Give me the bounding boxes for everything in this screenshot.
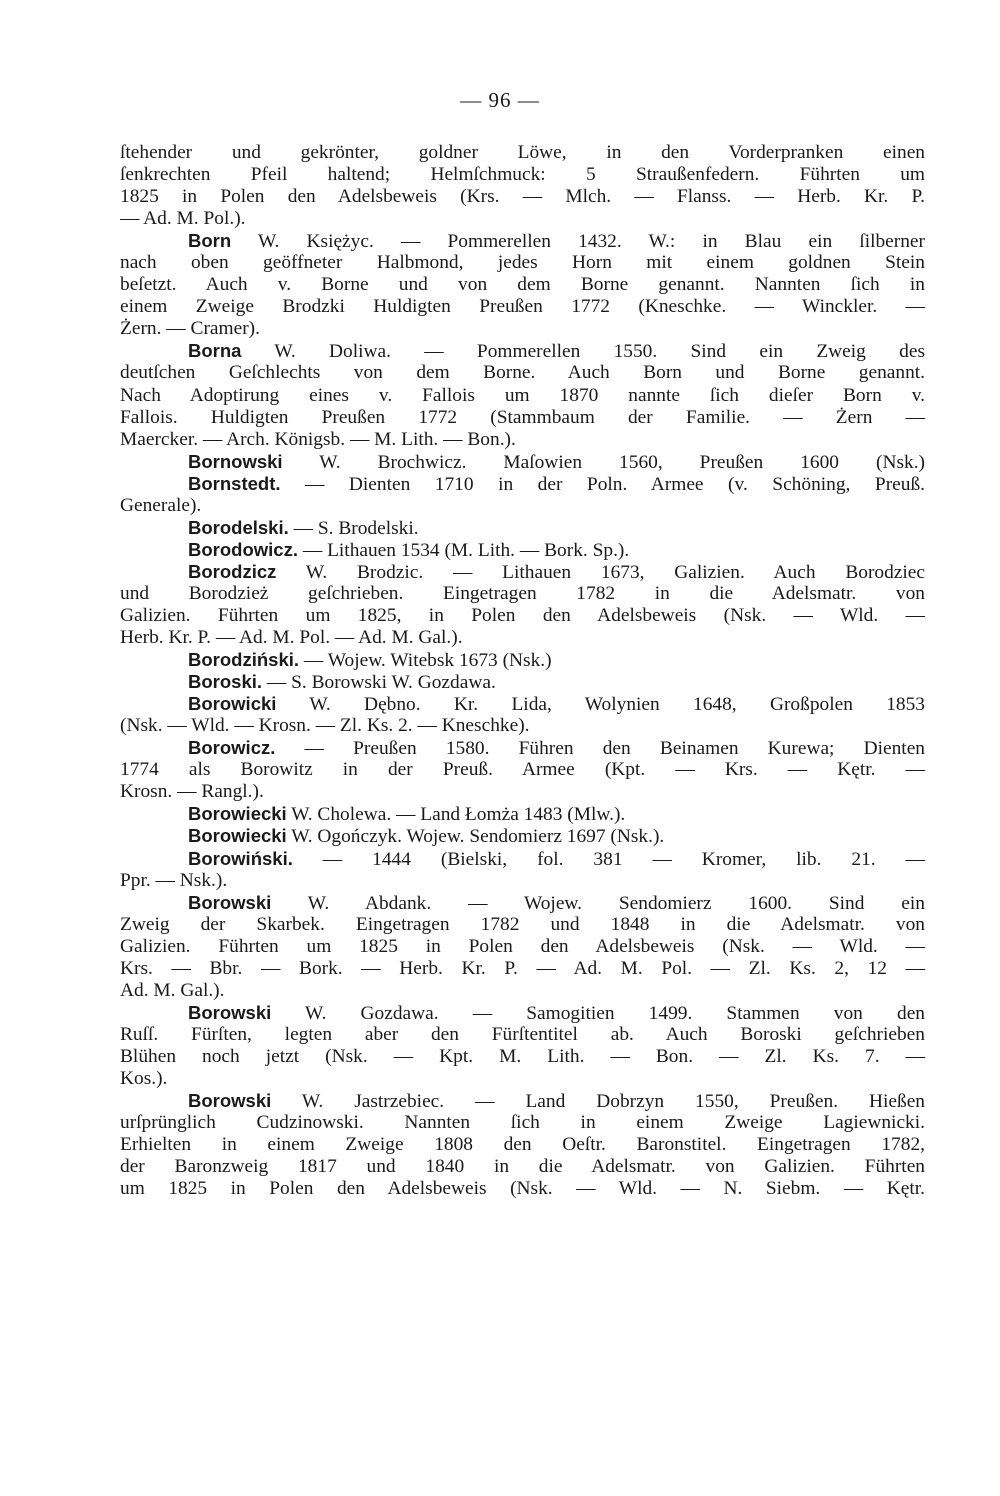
entry-headword: Borodowicz. — [188, 538, 298, 560]
text-line — [120, 473, 925, 495]
line-text: nach oben geöffneter Halbmond, jedes Horn mit einem goldnen Stein — [120, 252, 925, 274]
line-text: Galizien. Führten um 1825, in Polen den Adelsbeweis (Nsk. — Wld. — — [120, 604, 925, 626]
text-line — [120, 1046, 925, 1068]
line-text: Generale). — [120, 494, 202, 516]
line-text: ſenkrechten Pfeil haltend; Helmſchmuck: 5 Straußenfedern. Führten um — [120, 164, 925, 186]
line-text: Ppr. — Nsk.). — [120, 869, 228, 891]
text-line — [120, 759, 925, 781]
text-line — [120, 583, 925, 605]
line-text: — Ad. M. Pol.). — [120, 208, 246, 230]
text-line — [120, 671, 925, 693]
text-line — [120, 318, 925, 340]
entry-headword: Borowicz. — [188, 737, 276, 759]
line-text: (Nsk. — Wld. — Krosn. — Zl. Ks. 2. — Kneschke). — [120, 715, 530, 737]
line-text: Erhielten in einem Zweige 1808 den Oeſtr. Baronstitel. Eingetragen 1782, — [120, 1134, 925, 1156]
text-line — [120, 230, 925, 252]
text-line — [120, 1024, 925, 1046]
line-text: Blühen noch jetzt (Nsk. — Kpt. M. Lith. — Bon. — Zl. Ks. 7. — — [120, 1045, 925, 1067]
text-line — [120, 1156, 925, 1178]
text-line — [120, 737, 925, 759]
entry-headword: Borowiecki — [188, 803, 287, 825]
line-text: Krosn. — Rangl.). — [120, 781, 264, 803]
entry-headword: Borowiecki — [188, 825, 287, 847]
line-text: einem Zweige Brodzki Huldigten Preußen 1772 (Kneschke. — Winckler. — — [120, 296, 925, 318]
text-line — [120, 715, 925, 737]
text-line — [120, 164, 925, 186]
entry-headword: Borowicki — [188, 693, 277, 715]
line-text: Ruſſ. Fürſten, legten aber den Fürſtentitel ab. Auch Boroski geſchrieben — [120, 1023, 925, 1045]
text-line — [120, 781, 925, 803]
line-text: ſtehender und gekrönter, goldner Löwe, in den Vorderpranken einen — [120, 142, 925, 163]
line-text: W. Brochwicz. Maſowien 1560, Preußen 1600 (Nsk.) — [282, 451, 925, 473]
entry-headword: Borodzicz — [188, 560, 277, 582]
line-text: — Lithauen 1534 (M. Lith. — Bork. Sp.). — [297, 539, 630, 561]
line-text: Żern. — Cramer). — [120, 318, 260, 340]
line-text: Zweig der Skarbek. Eingetragen 1782 und 1848 in die Adelsmatr. von — [120, 913, 925, 935]
text-line — [120, 186, 925, 208]
text-line — [120, 252, 925, 274]
entry-headword: Borodziński. — [188, 649, 300, 671]
page-number: — 96 — — [460, 88, 540, 112]
line-text: urſprünglich Cudzinowski. Nannten ſich in einem Zweige Lagiewnicki. — [120, 1112, 925, 1134]
text-line — [120, 892, 925, 914]
text-line — [120, 296, 925, 318]
entry-headword: Borowski — [188, 1090, 272, 1112]
text-line — [120, 936, 925, 958]
entry-headword: Borowiński. — [188, 847, 293, 869]
text-line — [120, 693, 925, 715]
line-text: 1825 in Polen den Adelsbeweis (Krs. — Mlch. — Flanss. — Herb. Kr. P. — [120, 186, 925, 208]
text-line — [120, 825, 925, 847]
line-text: Ad. M. Gal.). — [120, 979, 225, 1001]
text-line — [120, 605, 925, 627]
line-text: W. Ogończyk. Wojew. Sendomierz 1697 (Nsk.). — [286, 826, 665, 848]
line-text: deutſchen Geſchlechts von dem Borne. Auch Born und Borne genannt. — [120, 362, 925, 384]
line-text: — Dienten 1710 in der Poln. Armee (v. Schöning, Preuß. — [280, 473, 925, 495]
body-text — [120, 142, 925, 1200]
line-text: 1774 als Borowitz in der Preuß. Armee (Kpt. — Krs. — Kętr. — — [120, 759, 925, 781]
text-line — [120, 1002, 925, 1024]
line-text: der Baronzweig 1817 und 1840 in die Adelsmatr. von Galizien. Führten — [120, 1156, 925, 1178]
entry-headword: Borowski — [188, 1001, 272, 1023]
text-line — [120, 407, 925, 429]
line-text: Kos.). — [120, 1067, 168, 1089]
text-line — [120, 451, 925, 473]
text-line — [120, 208, 925, 230]
text-line — [120, 340, 925, 362]
line-text: — S. Brodelski. — [288, 517, 419, 539]
entry-headword: Bornowski — [188, 450, 283, 472]
entry-headword: Bornstedt. — [188, 472, 281, 494]
line-text: Nach Adoptirung eines v. Fallois um 1870 nannte ſich dieſer Born v. — [120, 384, 925, 406]
line-text: W. Abdank. — Wojew. Sendomierz 1600. Sind ein — [271, 892, 925, 914]
text-line — [120, 517, 925, 539]
text-line — [120, 1068, 925, 1090]
text-line — [120, 627, 925, 649]
line-text: Herb. Kr. P. — Ad. M. Pol. — Ad. M. Gal.). — [120, 627, 463, 649]
entry-headword: Borowski — [188, 891, 272, 913]
text-line — [120, 803, 925, 825]
text-line — [120, 539, 925, 561]
text-line — [120, 1134, 925, 1156]
text-line — [120, 914, 925, 936]
text-line — [120, 1090, 925, 1112]
text-line — [120, 1178, 925, 1200]
text-line — [120, 274, 925, 296]
text-line — [120, 429, 925, 451]
text-line — [120, 649, 925, 671]
entry-headword: Born — [188, 230, 232, 252]
line-text: W. Jastrzebiec. — Land Dobrzyn 1550, Preußen. Hießen — [271, 1091, 925, 1113]
text-line — [120, 362, 925, 384]
line-text: — Preußen 1580. Führen den Beinamen Kurewa; Dienten — [275, 738, 925, 760]
line-text: um 1825 in Polen den Adelsbeweis (Nsk. — Wld. — N. Siebm. — Kętr. — [120, 1178, 925, 1200]
line-text: W. Gozdawa. — Samogitien 1499. Stammen von den — [271, 1002, 925, 1024]
line-text: — S. Borowski W. Gozdawa. — [262, 672, 496, 694]
entry-headword: Boroski. — [188, 671, 263, 693]
line-text: — 1444 (Bielski, fol. 381 — Kromer, lib. 21. — — [292, 848, 925, 870]
entry-headword: Borna — [188, 340, 242, 362]
line-text: beſetzt. Auch v. Borne und von dem Borne genannt. Nannten ſich in — [120, 274, 925, 296]
line-text: — Wojew. Witebsk 1673 (Nsk.) — [299, 650, 552, 672]
entry-headword: Borodelski. — [188, 516, 289, 538]
text-line — [120, 495, 925, 517]
text-line — [120, 958, 925, 980]
text-line — [120, 561, 925, 583]
text-line — [120, 385, 925, 407]
line-text: Galizien. Führten um 1825 in Polen den Adelsbeweis (Nsk. — Wld. — — [120, 935, 925, 957]
line-text: W. Cholewa. — Land Łomża 1483 (Mlw.). — [286, 804, 626, 826]
text-line — [120, 142, 925, 164]
line-text: W. Dębno. Kr. Lida, Wolynien 1648, Großpolen 1853 — [276, 694, 925, 716]
text-line — [120, 870, 925, 892]
line-text: W. Księżyc. — Pommerellen 1432. W.: in Blau ein ſilberner — [231, 231, 925, 253]
line-text: Fallois. Huldigten Preußen 1772 (Stammbaum der Familie. — Żern — — [120, 406, 925, 428]
line-text: und Borodzież geſchrieben. Eingetragen 1782 in die Adelsmatr. von — [120, 582, 925, 604]
line-text: W. Brodzic. — Lithauen 1673, Galizien. Auch Borodziec — [276, 561, 925, 583]
line-text: Maercker. — Arch. Königsb. — M. Lith. — Bon.). — [120, 428, 516, 450]
text-line — [120, 848, 925, 870]
text-line — [120, 1112, 925, 1134]
text-line — [120, 980, 925, 1002]
line-text: Krs. — Bbr. — Bork. — Herb. Kr. P. — Ad. M. Pol. — Zl. Ks. 2, 12 — — [120, 957, 925, 979]
line-text: W. Doliwa. — Pommerellen 1550. Sind ein Zweig des — [241, 341, 925, 363]
